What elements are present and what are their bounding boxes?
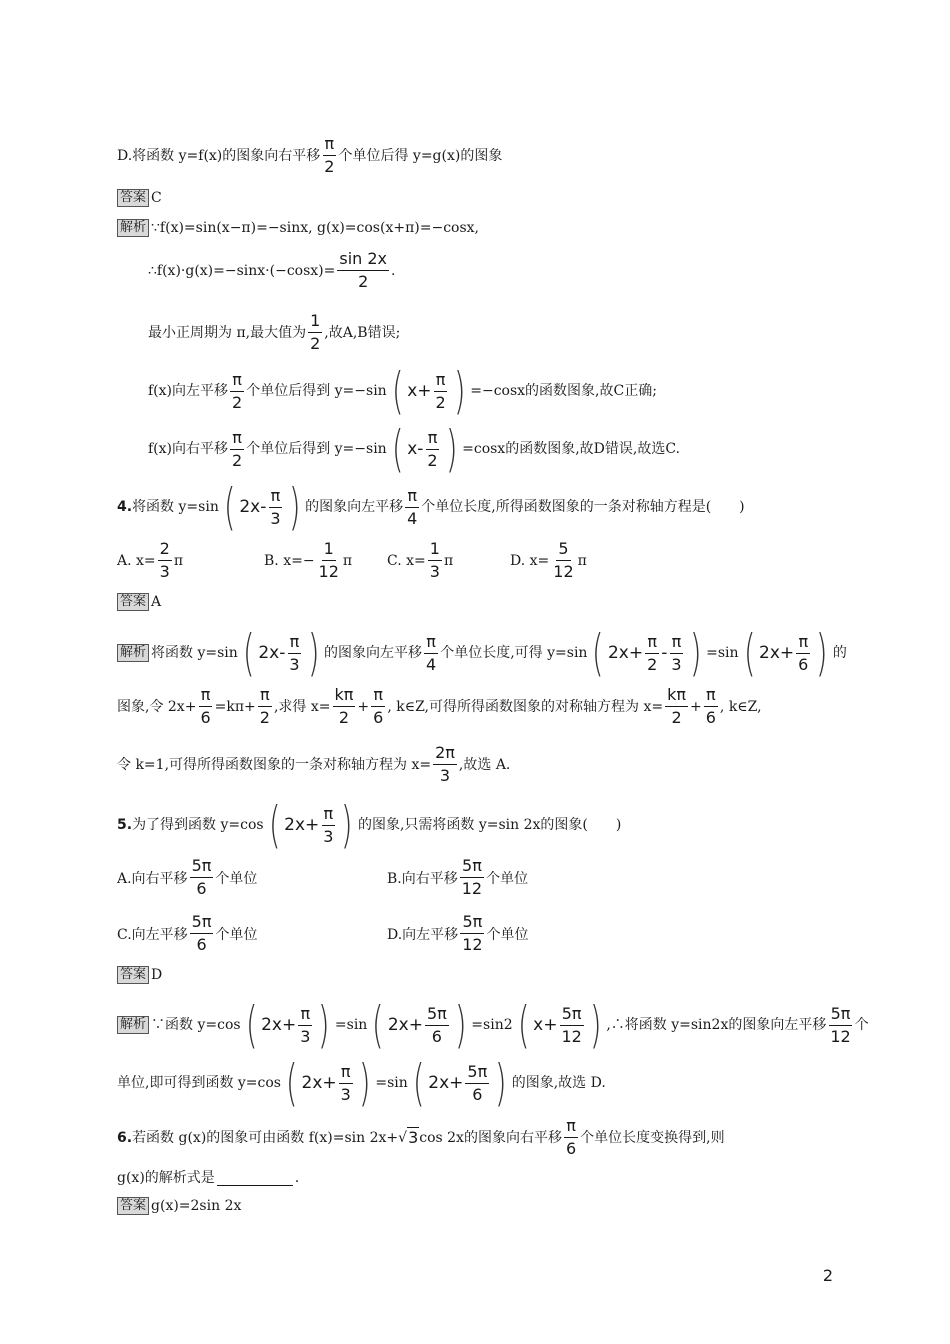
text: f(x)向右平移 [148,441,229,457]
answer-value: C [151,190,162,206]
answer-blank[interactable] [217,1171,293,1186]
text: ,故A,B错误; [324,324,401,341]
q6-answer [117,1196,850,1216]
q3-answer [117,188,850,208]
q4-option-c[interactable]: C. x= $\frac{1}{3}$ π [387,539,454,581]
q4-option-a[interactable]: A. x= $\frac{2}{3}$ π [117,539,184,581]
question-number: 5. [117,817,133,833]
text: =cosx的函数图象,故D错误,故选C. [462,441,680,457]
sqrt-radicand: 3 [408,1128,419,1147]
text: 个单位长度,所得函数图象的一条对称轴方程是( ) [421,499,745,515]
answer-tag: 答案 [117,1197,149,1215]
fraction: $\frac{\sin 2x}{2}$ [339,249,388,291]
page-number: 2 [822,1266,833,1285]
text: ∴f(x)·g(x)=−sinx·(−cosx)= [148,262,336,279]
q5-option-a[interactable]: A.向右平移 $\frac{5\pi}{6}$ 个单位 [117,856,258,898]
sqrt-symbol: √ [398,1129,408,1146]
answer-value: D [151,967,163,983]
q3-option-d [117,133,850,178]
parenthesized-expression: ( x+ $\frac{\pi}{2}$ ) [391,362,466,420]
q3-analysis-line-2 [148,248,850,293]
q4-option-d[interactable]: D. x= $\frac{5}{12}$ π [510,539,587,581]
fraction: $\frac{\pi}{4}$ [407,485,418,528]
q5-stem: 5. 为了得到函数 y=cos ( 2x+ $\frac{\pi}{3}$ ) 的图象,只需将函数 y=sin 2x的图象( ) [117,796,622,854]
text: ∵f(x)=sin(x−π)=−sinx, g(x)=cos(x+π)=−cosx, [151,220,479,236]
text: 最小正周期为 π,最大值为 [148,324,307,341]
q5-option-b[interactable]: B.向右平移 $\frac{5\pi}{12}$ 个单位 [387,856,529,898]
answer-tag: 答案 [117,593,149,611]
q3-analysis-line-1 [117,218,850,238]
fraction: $\frac{\pi}{2}$ [324,134,335,176]
q3-analysis-line-3 [148,310,850,355]
text: =−cosx的函数图象,故C正确; [470,383,657,399]
q4-analysis-line-1: 解析 将函数 y=sin ( 2x- $\frac{\pi}{3}$ ) 的图象向左平移 $\frac{\pi}{4}$ 个单位长度,可得 y=sin ( 2x+ $\frac{\pi}{2}$ - $\frac{\pi}{3}$ ) =sin ( 2x+ $\frac{\pi}{6}$ ) 的 [117,628,850,678]
fraction: $\frac{1}{2}$ [310,311,321,353]
answer-value: g(x)=2sin 2x [151,1198,242,1214]
q5-option-d[interactable]: D.向左平移 $\frac{5\pi}{12}$ 个单位 [387,912,529,954]
q5-answer [117,965,850,985]
parenthesized-expression: ( x- $\frac{\pi}{2}$ ) [391,420,458,478]
q3-analysis-line-5 [148,420,850,478]
analysis-tag: 解析 [117,219,149,237]
text: D.将函数 y=f(x)的图象向右平移 [117,147,321,164]
question-number: 4. [117,499,133,515]
fraction: $\frac{\pi}{2}$ [232,427,243,470]
q4-stem [117,478,850,536]
q4-option-b[interactable]: B. x=− $\frac{1}{12}$ π [264,539,353,581]
text: . [391,262,396,279]
analysis-tag: 解析 [117,1016,149,1034]
text: f(x)向左平移 [148,383,229,399]
fraction: $\frac{\pi}{2}$ [232,369,243,412]
q4-analysis-line-3: 令 k=1,可得所得函数图象的一条对称轴方程为 x= $\frac{2\pi}{3}$ ,故选 A. [117,743,511,785]
answer-tag: 答案 [117,189,149,207]
q6-stem: 6. 若函数 g(x)的图象可由函数 f(x)=sin 2x+ √ 3 cos 2x的图象向右平移 $\frac{\pi}{6}$ 个单位长度变换得到,则 [117,1116,725,1158]
q4-analysis-line-2: 图象,令 2x+ $\frac{\pi}{6}$ =kπ+ $\frac{\pi}{2}$ ,求得 x= $\frac{k\pi}{2}$ + $\frac{\pi}{6}$ , k∈Z,可得所得函数图象的对称轴方程为 x= $\frac{k\pi}{2}$ + $\frac{\pi}{6}$ , k∈Z, [117,685,762,727]
q5-analysis-line-2: 单位,即可得到函数 y=cos ( 2x+ $\frac{\pi}{3}$ ) =sin ( 2x+ $\frac{5\pi}{6}$ ) 的图象,故选 D. [117,1054,606,1112]
answer-tag: 答案 [117,966,149,984]
analysis-tag: 解析 [117,644,149,662]
question-number: 6. [117,1129,133,1146]
q5-analysis-line-1: 解析 ∵函数 y=cos ( 2x+ $\frac{\pi}{3}$ ) =sin ( 2x+ $\frac{5\pi}{6}$ ) =sin2 ( x+ $\frac{5\pi}{12}$ ) ,∴将函数 y=sin2x的图象向左平移 $\frac{5\pi}{12}$ 个 [117,1000,850,1050]
q5-option-c[interactable]: C.向左平移 $\frac{5\pi}{6}$ 个单位 [117,912,258,954]
q3-analysis-line-4 [148,362,850,420]
text: 个单位后得 y=g(x)的图象 [338,147,503,164]
text: 个单位后得到 y=−sin [246,441,387,457]
text: 个单位后得到 y=−sin [246,383,387,399]
text: 的图象向左平移 [305,499,404,515]
parenthesized-expression: ( 2x- $\frac{\pi}{3}$ ) [223,478,301,536]
q6-stem-line-2: g(x)的解析式是 . [117,1170,300,1186]
answer-value: A [151,594,162,610]
q4-answer [117,592,850,612]
text: 将函数 y=sin [132,499,219,515]
